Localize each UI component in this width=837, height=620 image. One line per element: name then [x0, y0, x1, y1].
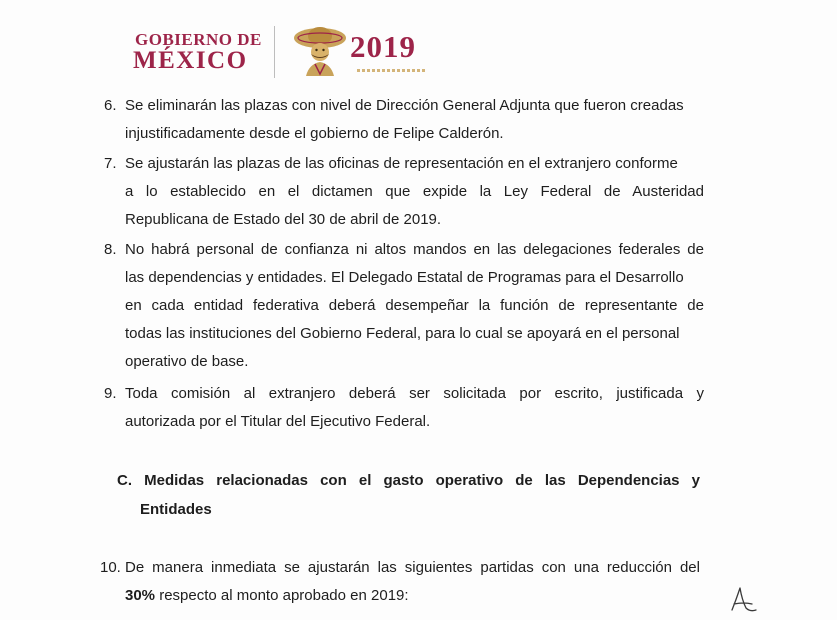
signature-mark: [726, 582, 762, 616]
section-heading-cont: Entidades: [140, 501, 212, 518]
zapata-emblem-icon: [293, 24, 347, 80]
item-number: 9.: [104, 385, 117, 402]
letterhead: [131, 22, 451, 82]
item-number: 6.: [104, 97, 117, 114]
header-divider: [274, 26, 275, 78]
item-number: 8.: [104, 241, 117, 258]
percentage-value: 30%: [125, 587, 156, 604]
gobierno-line2: MÉXICO: [133, 47, 248, 74]
item-line: a lo establecido en el dictamen que expide la Ley Federal de Austeridad: [125, 183, 704, 200]
year-caption-line: [357, 69, 427, 72]
item-line: injustificadamente desde el gobierno de Felipe Calderón.: [125, 125, 504, 142]
item-line: autorizada por el Titular del Ejecutivo Federal.: [125, 413, 431, 430]
item-number: 10.: [100, 559, 121, 576]
list-item: [104, 380, 704, 438]
item-line: Se eliminarán las plazas con nivel de Dirección General Adjunta que fueron creadas: [125, 97, 684, 114]
item-line: en cada entidad federativa deberá desempeñar la función de representante de: [125, 297, 704, 314]
item-line: De manera inmediata se ajustarán las siguientes partidas con una reducción del: [125, 559, 700, 576]
item-line: No habrá personal de confianza ni altos mandos en las delegaciones federales de: [125, 241, 704, 258]
item-line: [125, 582, 409, 610]
item-line: las dependencias y entidades. El Delegado Estatal de Programas para el Desarrollo: [125, 269, 684, 286]
item-line-rest: respecto al monto aprobado en 2019:: [155, 587, 409, 604]
item-number: 7.: [104, 155, 117, 172]
list-item: [104, 92, 704, 150]
list-item: [104, 236, 704, 378]
section-heading: C. Medidas relacionadas con el gasto operativo de las Dependencias y: [117, 472, 700, 489]
item-line: Toda comisión al extranjero deberá ser solicitada por escrito, justificada y: [125, 385, 704, 402]
gobierno-line1: GOBIERNO DE: [135, 30, 262, 49]
list-item: [104, 150, 704, 236]
header-year: 2019: [350, 29, 416, 64]
item-line: operativo de base.: [125, 353, 249, 370]
item-line: todas las instituciones del Gobierno Federal, para lo cual se apoyará en el personal: [125, 325, 680, 342]
item-line: Se ajustarán las plazas de las oficinas de representación en el extranjero conforme: [125, 155, 678, 172]
list-item: [100, 554, 704, 612]
item-line: Republicana de Estado del 30 de abril de 2019.: [125, 211, 442, 228]
